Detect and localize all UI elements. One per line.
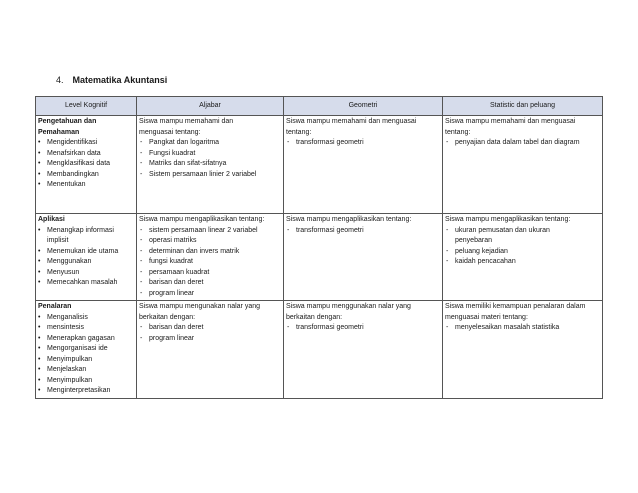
cell-intro: berkaitan dengan: bbox=[139, 313, 196, 321]
list-item: - kaidah pencacahan bbox=[445, 257, 600, 268]
level-title: Pengetahuan dan bbox=[38, 118, 97, 125]
cell-intro: Siswa mampu mengaplikasikan tentang: bbox=[139, 216, 265, 223]
level-list bbox=[38, 226, 134, 289]
level-title: Penalaran bbox=[38, 303, 72, 310]
cell-aljabar bbox=[137, 116, 284, 214]
header-level-kognitif: Level Kognitif bbox=[36, 97, 137, 116]
cell-intro: tentang: bbox=[445, 128, 471, 136]
competency-table bbox=[35, 96, 603, 399]
header-geometri: Geometri bbox=[284, 97, 443, 116]
topic-list bbox=[445, 323, 600, 334]
list-item: - sistem persamaan linear 2 variabel bbox=[139, 226, 281, 237]
list-item: - Fungsi kuadrat bbox=[139, 149, 281, 160]
topic-list bbox=[286, 138, 440, 149]
table-row bbox=[36, 214, 603, 301]
list-item: • Mengorganisasi ide bbox=[38, 344, 134, 355]
list-item: - barisan dan deret bbox=[139, 278, 281, 289]
list-item: - Matriks dan sifat-sifatnya bbox=[139, 159, 281, 170]
list-item: • Menyusun bbox=[38, 268, 134, 279]
cell-intro: menguasai materi tentang: bbox=[445, 313, 528, 321]
topic-list bbox=[286, 226, 440, 237]
list-item: • mensintesis bbox=[38, 323, 134, 334]
header-statistik: Statistic dan peluang bbox=[443, 97, 603, 116]
topic-list bbox=[139, 323, 281, 344]
list-item: • Menyimpulkan bbox=[38, 376, 134, 387]
cell-intro: Siswa mampu mengaplikasikan tentang: bbox=[286, 216, 412, 223]
cell-level bbox=[36, 301, 137, 399]
list-item: • Mengidentifikasi bbox=[38, 138, 134, 149]
topic-list bbox=[286, 323, 440, 334]
list-item: - determinan dan invers matrik bbox=[139, 247, 281, 258]
list-item: - program linear bbox=[139, 334, 281, 345]
list-item-text: Menangkap informasi bbox=[47, 226, 114, 234]
cell-intro: menguasai tentang: bbox=[139, 128, 201, 136]
table-row bbox=[36, 301, 603, 399]
list-item-text: implisit bbox=[47, 237, 69, 244]
list-item: • Menganalisis bbox=[38, 313, 134, 324]
list-item-continuation bbox=[38, 236, 134, 247]
list-item: - barisan dan deret bbox=[139, 323, 281, 334]
table-row bbox=[36, 116, 603, 214]
list-item: - fungsi kuadrat bbox=[139, 257, 281, 268]
list-item: • Menyimpulkan bbox=[38, 355, 134, 366]
cell-statistik bbox=[443, 116, 603, 214]
list-item: • Menerapkan gagasan bbox=[38, 334, 134, 345]
section-title: Matematika Akuntansi bbox=[72, 75, 168, 85]
cell-statistik bbox=[443, 214, 603, 301]
cell-geometri bbox=[284, 214, 443, 301]
list-item: • Menggunakan bbox=[38, 257, 134, 268]
cell-intro: Siswa mampu memahami dan bbox=[139, 118, 234, 125]
topic-list bbox=[445, 138, 600, 149]
list-item: • Menemukan ide utama bbox=[38, 247, 134, 258]
list-item: • Mengklasifikasi data bbox=[38, 159, 134, 170]
list-item bbox=[38, 226, 134, 237]
cell-aljabar bbox=[137, 301, 284, 399]
section-heading bbox=[56, 75, 167, 85]
cell-statistik bbox=[443, 301, 603, 399]
list-item: - ukuran pemusatan dan ukuran bbox=[445, 226, 600, 237]
level-list bbox=[38, 138, 134, 191]
list-item: - penyajian data dalam tabel dan diagram bbox=[445, 138, 600, 149]
level-title: Pemahaman bbox=[38, 128, 80, 136]
cell-level bbox=[36, 214, 137, 301]
list-item: - Sistem persamaan linier 2 variabel bbox=[139, 170, 281, 181]
list-item-continuation bbox=[445, 236, 600, 247]
cell-aljabar bbox=[137, 214, 284, 301]
cell-intro: Siswa mampu memahami dan menguasai bbox=[286, 118, 417, 125]
list-item: • Menginterpretasikan bbox=[38, 386, 134, 397]
section-number: 4. bbox=[56, 75, 64, 85]
list-item: • Menjelaskan bbox=[38, 365, 134, 376]
list-item: - Pangkat dan logaritma bbox=[139, 138, 281, 149]
cell-intro: Siswa mampu memahami dan menguasai bbox=[445, 118, 576, 125]
list-item: - peluang kejadian bbox=[445, 247, 600, 258]
topic-list bbox=[139, 226, 281, 300]
cell-intro: Siswa mampu menggunakan nalar yang bbox=[286, 303, 411, 310]
list-item: - transformasi geometri bbox=[286, 138, 440, 149]
level-list bbox=[38, 313, 134, 397]
cell-geometri bbox=[284, 301, 443, 399]
header-aljabar: Aljabar bbox=[137, 97, 284, 116]
topic-list bbox=[139, 138, 281, 180]
list-item: • Menafsirkan data bbox=[38, 149, 134, 160]
cell-geometri bbox=[284, 116, 443, 214]
list-item: - program linear bbox=[139, 289, 281, 300]
level-title: Aplikasi bbox=[38, 216, 65, 223]
cell-intro: berkaitan dengan: bbox=[286, 313, 343, 321]
list-item: - persamaan kuadrat bbox=[139, 268, 281, 279]
cell-intro: Siswa memiliki kemampuan penalaran dalam bbox=[445, 303, 586, 310]
list-item: • Memecahkan masalah bbox=[38, 278, 134, 289]
cell-intro: Siswa mampu mengaplikasikan tentang: bbox=[445, 216, 571, 223]
cell-intro: Siswa mampu mengunakan nalar yang bbox=[139, 303, 261, 310]
topic-list bbox=[445, 226, 600, 268]
list-item-text: penyebaran bbox=[455, 237, 492, 244]
list-item: • Menentukan bbox=[38, 180, 134, 191]
list-item: - transformasi geometri bbox=[286, 323, 440, 334]
list-item: - transformasi geometri bbox=[286, 226, 440, 237]
list-item: - operasi matriks bbox=[139, 236, 281, 247]
cell-intro: tentang: bbox=[286, 128, 312, 136]
list-item: • Membandingkan bbox=[38, 170, 134, 181]
cell-level bbox=[36, 116, 137, 214]
table-header-row bbox=[36, 97, 603, 116]
list-item: - menyelesaikan masalah statistika bbox=[445, 323, 600, 334]
